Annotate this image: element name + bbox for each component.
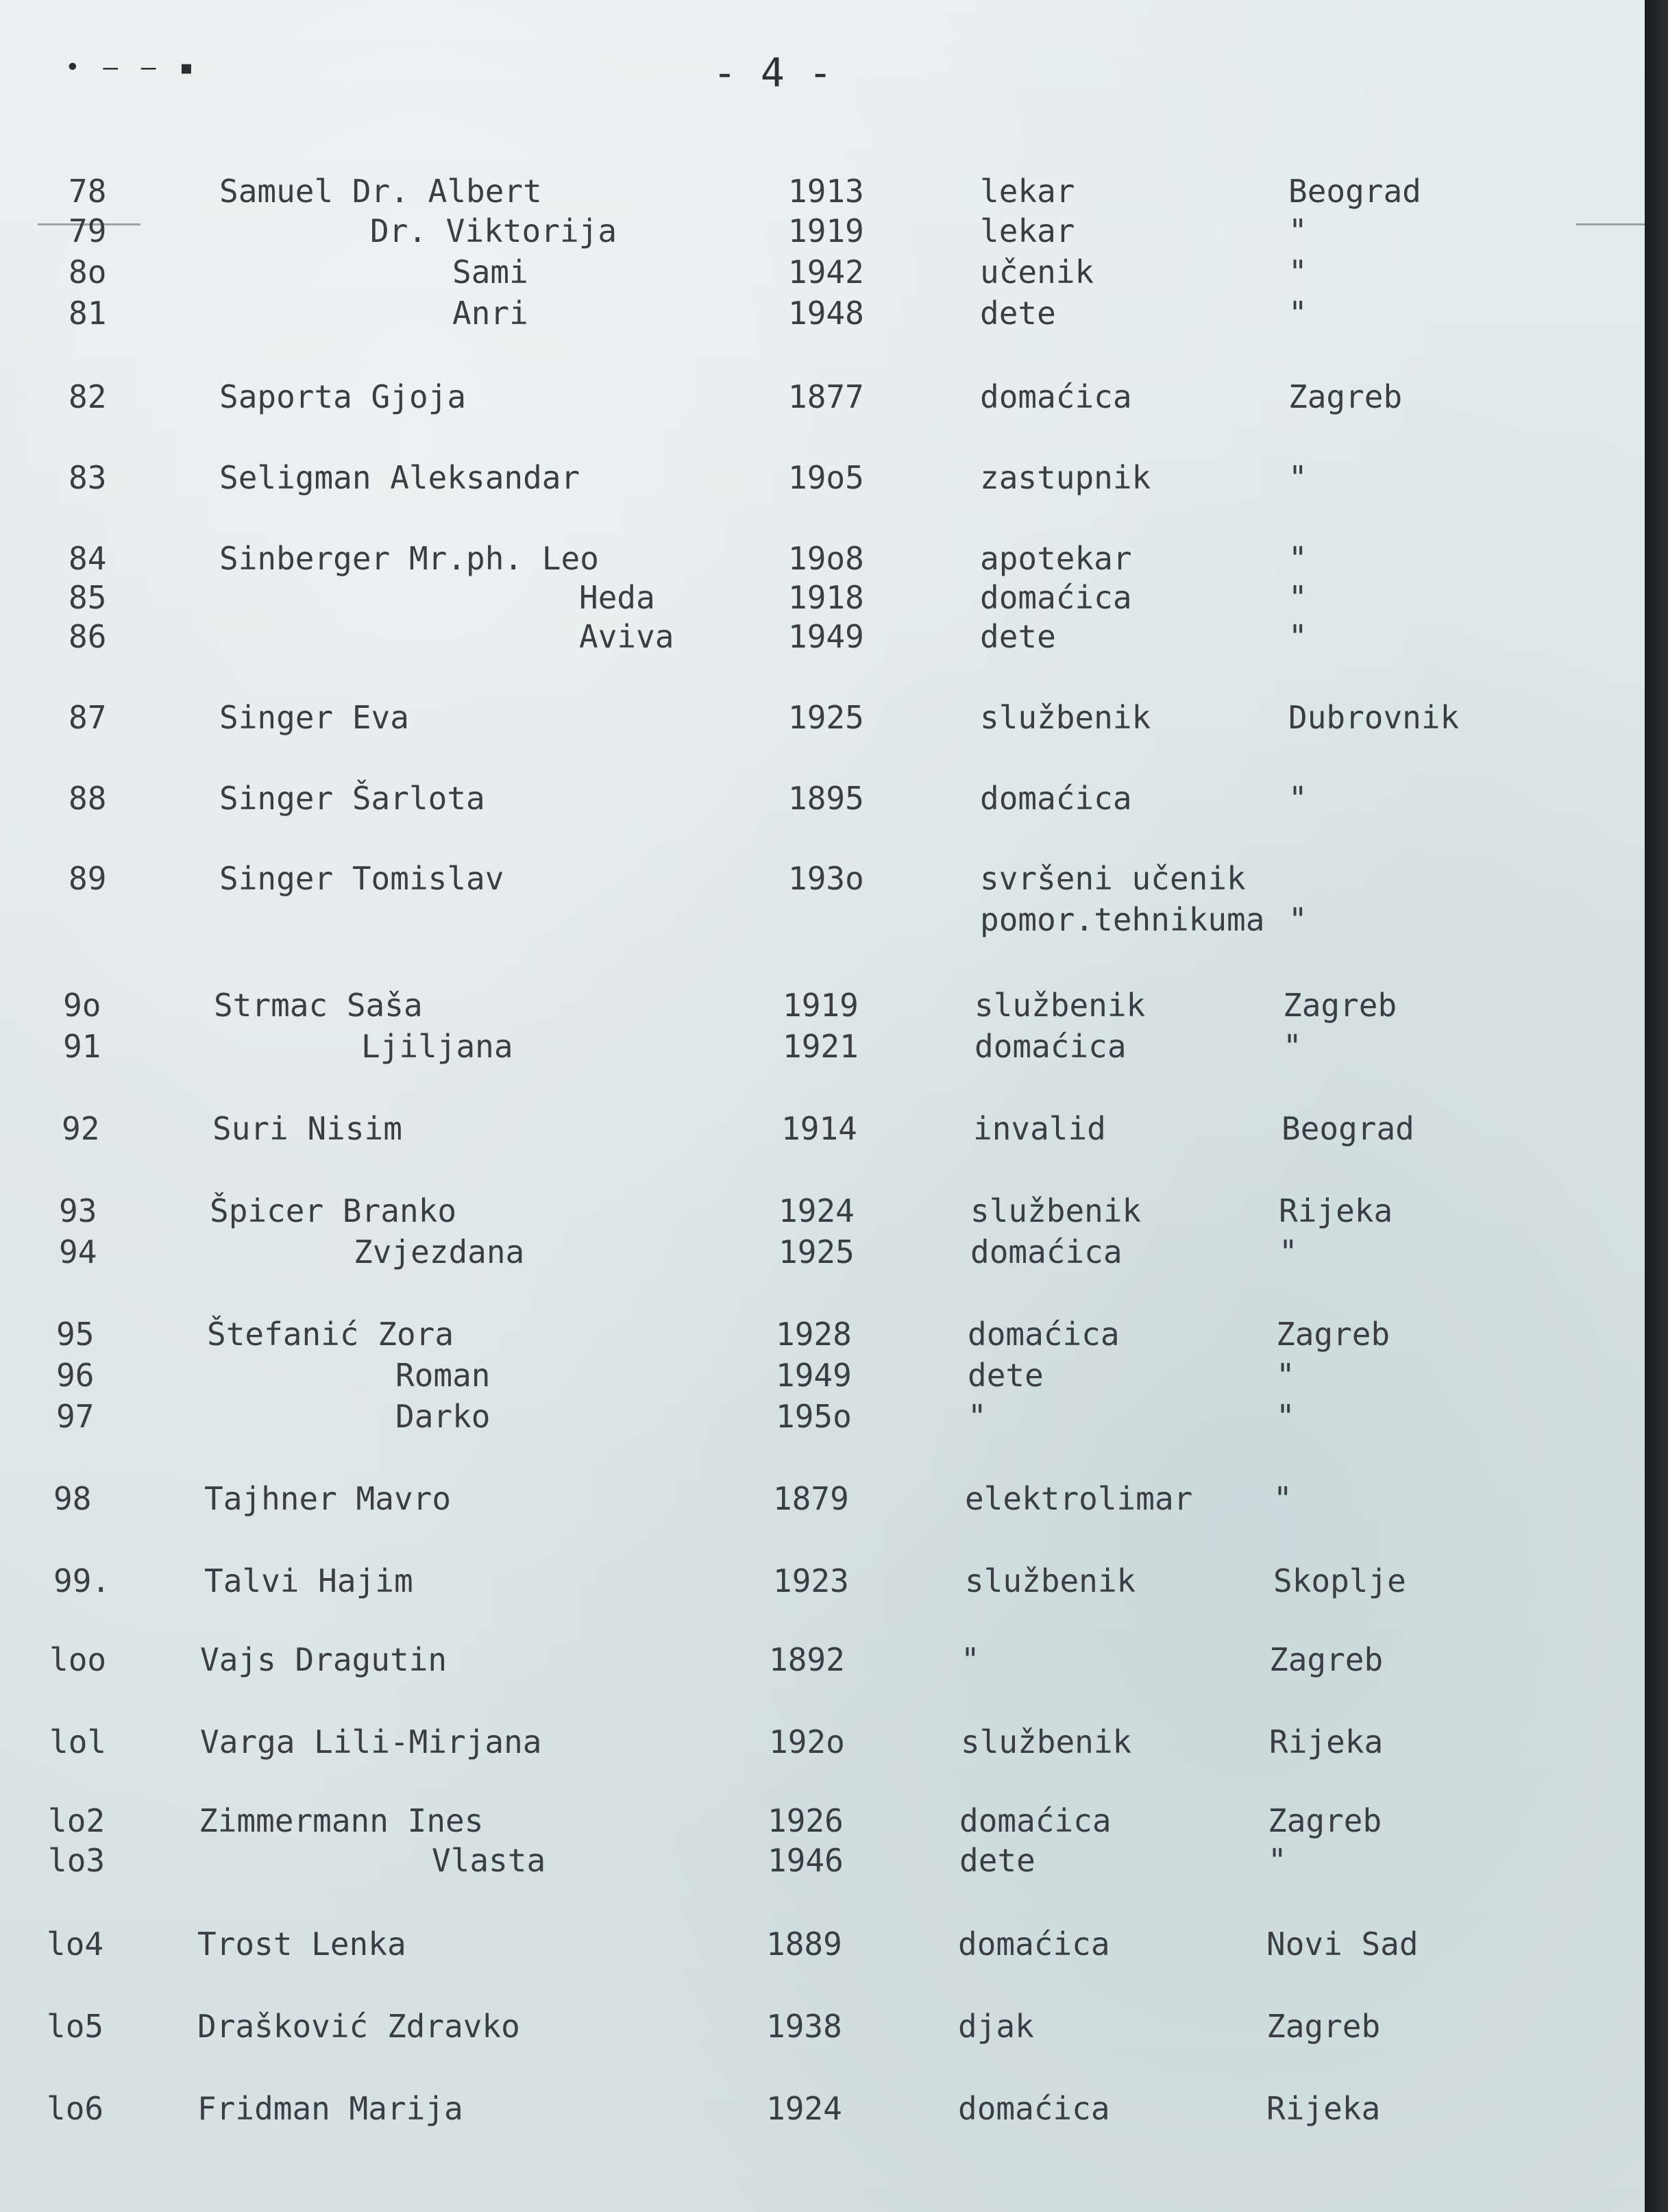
entry-name: Vajs Dragutin xyxy=(200,1641,447,1678)
entry-occupation: domaćica xyxy=(968,1316,1120,1353)
entry-city: " xyxy=(1288,212,1308,249)
list-item xyxy=(0,1233,1645,1276)
corner-marks: • ‒ ‒ ▪ xyxy=(65,53,198,82)
entry-name: Samuel Dr. Albert xyxy=(219,173,542,210)
list-item xyxy=(0,2090,1645,2133)
entry-occupation: službenik xyxy=(980,699,1151,736)
entry-occupation: " xyxy=(961,1641,980,1678)
entry-number: lo3 xyxy=(48,1842,106,1879)
entry-occupation: pomor.tehnikuma xyxy=(980,901,1265,938)
entry-name: Sami xyxy=(452,254,528,291)
entry-year: 1914 xyxy=(781,1110,857,1147)
entry-city: " xyxy=(1268,1842,1287,1879)
entry-occupation: apotekar xyxy=(980,540,1132,577)
list-item xyxy=(0,212,1645,255)
list-item xyxy=(0,1028,1645,1070)
entry-number: 99. xyxy=(53,1562,111,1599)
entry-year: 195o xyxy=(776,1398,852,1435)
entry-name: Ljiljana xyxy=(361,1028,513,1065)
entry-year: 1892 xyxy=(769,1641,845,1678)
entry-occupation: učenik xyxy=(980,254,1094,291)
entry-year: 19o5 xyxy=(788,459,864,496)
entry-occupation: službenik xyxy=(965,1562,1136,1599)
entry-number: loo xyxy=(49,1641,107,1678)
entry-year: 1942 xyxy=(788,254,864,291)
entry-name: Saporta Gjoja xyxy=(219,378,467,415)
entry-year: 1926 xyxy=(768,1802,844,1839)
entry-occupation: domaćica xyxy=(958,2090,1110,2127)
entry-name: Tajhner Mavro xyxy=(204,1480,452,1517)
list-item xyxy=(0,1398,1645,1440)
entry-year: 1919 xyxy=(783,987,859,1024)
list-item xyxy=(0,1842,1645,1884)
entry-name: Suri Nisim xyxy=(212,1110,402,1147)
list-item xyxy=(0,1192,1645,1235)
list-item xyxy=(0,254,1645,296)
entry-number: 95 xyxy=(56,1316,95,1353)
entry-occupation: domaćica xyxy=(980,780,1132,817)
entry-number: 79 xyxy=(69,212,107,249)
entry-year: 19o8 xyxy=(788,540,864,577)
entry-occupation: lekar xyxy=(980,173,1075,210)
entry-city: Dubrovnik xyxy=(1288,699,1460,736)
list-item xyxy=(0,1641,1645,1684)
entry-year: 1921 xyxy=(783,1028,859,1065)
entry-city: Zagreb xyxy=(1288,378,1403,415)
entry-number: 91 xyxy=(63,1028,101,1065)
entry-number: lo6 xyxy=(47,2090,104,2127)
entry-city: " xyxy=(1279,1233,1298,1270)
entry-name: Singer Šarlota xyxy=(219,780,485,817)
entry-occupation: službenik xyxy=(974,987,1146,1024)
entry-year: 1919 xyxy=(788,212,864,249)
entry-year: 1925 xyxy=(778,1233,855,1270)
entry-city: Zagreb xyxy=(1269,1641,1384,1678)
entry-name: Špicer Branko xyxy=(210,1192,457,1229)
entry-number: 83 xyxy=(69,459,107,496)
entry-name: Štefanić Zora xyxy=(207,1316,454,1353)
list-item xyxy=(0,699,1645,741)
entry-number: 96 xyxy=(56,1357,95,1394)
entry-name: Trost Lenka xyxy=(197,1926,406,1963)
list-item xyxy=(0,987,1645,1029)
entry-year: 1879 xyxy=(773,1480,849,1517)
list-item xyxy=(0,540,1645,582)
entry-city: Beograd xyxy=(1281,1110,1414,1147)
entry-occupation: službenik xyxy=(961,1723,1132,1760)
entry-occupation: invalid xyxy=(973,1110,1106,1147)
entry-year: 1924 xyxy=(766,2090,842,2127)
entry-occupation: svršeni učenik xyxy=(980,860,1246,897)
entry-year: 1918 xyxy=(788,579,864,616)
list-item xyxy=(0,1562,1645,1605)
entry-number: 98 xyxy=(53,1480,92,1517)
entry-occupation: dete xyxy=(980,295,1056,332)
entry-name: Zvjezdana xyxy=(354,1233,525,1270)
entry-occupation: " xyxy=(968,1398,987,1435)
entry-city: " xyxy=(1288,901,1308,938)
entry-name: Dr. Viktorija xyxy=(370,212,617,249)
entry-occupation: dete xyxy=(959,1842,1035,1879)
entry-city: " xyxy=(1288,618,1308,655)
entry-occupation: domaćica xyxy=(980,378,1132,415)
entry-occupation: domaćica xyxy=(974,1028,1127,1065)
entry-year: 1925 xyxy=(788,699,864,736)
entry-year: 1946 xyxy=(768,1842,844,1879)
page-number: - 4 - xyxy=(713,49,833,96)
entry-number: 86 xyxy=(69,618,107,655)
entry-year: 1928 xyxy=(776,1316,852,1353)
entry-name: Darko xyxy=(395,1398,491,1435)
entry-city: " xyxy=(1283,1028,1302,1065)
entry-occupation: zastupnik xyxy=(980,459,1151,496)
entry-name: Strmac Saša xyxy=(214,987,423,1024)
list-item xyxy=(0,1357,1645,1399)
entry-number: 9o xyxy=(63,987,101,1024)
entry-number: 97 xyxy=(56,1398,95,1435)
entry-city: Zagreb xyxy=(1266,2008,1381,2045)
entry-number: 88 xyxy=(69,780,107,817)
entry-city: Rijeka xyxy=(1266,2090,1381,2127)
entry-city: " xyxy=(1288,579,1308,616)
entry-occupation: domaćica xyxy=(980,579,1132,616)
scan-edge xyxy=(1645,0,1668,2212)
entry-occupation: domaćica xyxy=(959,1802,1112,1839)
entry-number: lo2 xyxy=(48,1802,106,1839)
entry-name: Varga Lili-Mirjana xyxy=(200,1723,542,1760)
entry-name: Seligman Aleksandar xyxy=(219,459,580,496)
entry-name: Talvi Hajim xyxy=(204,1562,413,1599)
entry-city: Rijeka xyxy=(1279,1192,1393,1229)
entry-city: " xyxy=(1273,1480,1292,1517)
entry-city: Zagreb xyxy=(1268,1802,1382,1839)
entry-occupation: domaćica xyxy=(958,1926,1110,1963)
entry-name: Vlasta xyxy=(432,1842,546,1879)
entry-city: " xyxy=(1288,459,1308,496)
entry-number: 94 xyxy=(59,1233,97,1270)
entry-year: 193o xyxy=(788,860,864,897)
entry-number: 81 xyxy=(69,295,107,332)
entry-year: 1938 xyxy=(766,2008,842,2045)
entry-occupation: elektrolimar xyxy=(965,1480,1193,1517)
entry-occupation: lekar xyxy=(980,212,1075,249)
entry-year: 1923 xyxy=(773,1562,849,1599)
list-item xyxy=(0,780,1645,822)
entry-occupation: dete xyxy=(980,618,1056,655)
list-item xyxy=(0,378,1645,421)
entry-number: 84 xyxy=(69,540,107,577)
entry-city: " xyxy=(1276,1357,1295,1394)
list-item xyxy=(0,1926,1645,1968)
entry-occupation: djak xyxy=(958,2008,1034,2045)
entry-name: Singer Tomislav xyxy=(219,860,504,897)
entry-name: Sinberger Mr.ph. Leo xyxy=(219,540,599,577)
list-item xyxy=(0,1802,1645,1845)
entry-year: 1924 xyxy=(778,1192,855,1229)
entry-name: Anri xyxy=(452,295,528,332)
entry-year: 1895 xyxy=(788,780,864,817)
entry-number: 92 xyxy=(62,1110,100,1147)
entry-city: Zagreb xyxy=(1276,1316,1390,1353)
entry-year: 1889 xyxy=(766,1926,842,1963)
entry-number: 78 xyxy=(69,173,107,210)
entry-name: Zimmermann Ines xyxy=(199,1802,484,1839)
entry-city: Zagreb xyxy=(1283,987,1397,1024)
entry-year: 192o xyxy=(769,1723,845,1760)
entry-number: lo4 xyxy=(47,1926,104,1963)
entry-city: " xyxy=(1288,780,1308,817)
entry-number: 85 xyxy=(69,579,107,616)
entry-number: lo5 xyxy=(47,2008,104,2045)
entry-city: Rijeka xyxy=(1269,1723,1384,1760)
list-item xyxy=(0,295,1645,337)
entry-number: 82 xyxy=(69,378,107,415)
entry-name: Heda xyxy=(579,579,655,616)
list-item xyxy=(0,1723,1645,1766)
entry-year: 1877 xyxy=(788,378,864,415)
entry-number: 93 xyxy=(59,1192,97,1229)
entry-city: Novi Sad xyxy=(1266,1926,1419,1963)
entry-number: lol xyxy=(49,1723,107,1760)
entry-year: 1949 xyxy=(788,618,864,655)
entry-city: " xyxy=(1288,540,1308,577)
entry-city: " xyxy=(1288,295,1308,332)
list-item xyxy=(0,459,1645,502)
entry-name: Singer Eva xyxy=(219,699,409,736)
entry-city: " xyxy=(1288,254,1308,291)
list-item xyxy=(0,173,1645,215)
entry-name: Roman xyxy=(395,1357,491,1394)
list-item xyxy=(0,579,1645,622)
entry-city: Skoplje xyxy=(1273,1562,1406,1599)
entry-occupation: dete xyxy=(968,1357,1044,1394)
entry-occupation: službenik xyxy=(970,1192,1142,1229)
entry-year: 1913 xyxy=(788,173,864,210)
entry-year: 1949 xyxy=(776,1357,852,1394)
list-item xyxy=(0,1316,1645,1358)
entry-name: Drašković Zdravko xyxy=(197,2008,520,2045)
list-item xyxy=(0,618,1645,661)
list-item xyxy=(0,2008,1645,2050)
entry-number: 89 xyxy=(69,860,107,897)
entry-number: 8o xyxy=(69,254,107,291)
entry-name: Aviva xyxy=(579,618,674,655)
entry-number: 87 xyxy=(69,699,107,736)
entry-name: Fridman Marija xyxy=(197,2090,463,2127)
entry-occupation: domaćica xyxy=(970,1233,1123,1270)
entry-city: " xyxy=(1276,1398,1295,1435)
list-item xyxy=(0,1480,1645,1523)
entry-city: Beograd xyxy=(1288,173,1421,210)
list-item xyxy=(0,901,1645,944)
list-item xyxy=(0,1110,1645,1153)
list-item xyxy=(0,860,1645,902)
entry-year: 1948 xyxy=(788,295,864,332)
